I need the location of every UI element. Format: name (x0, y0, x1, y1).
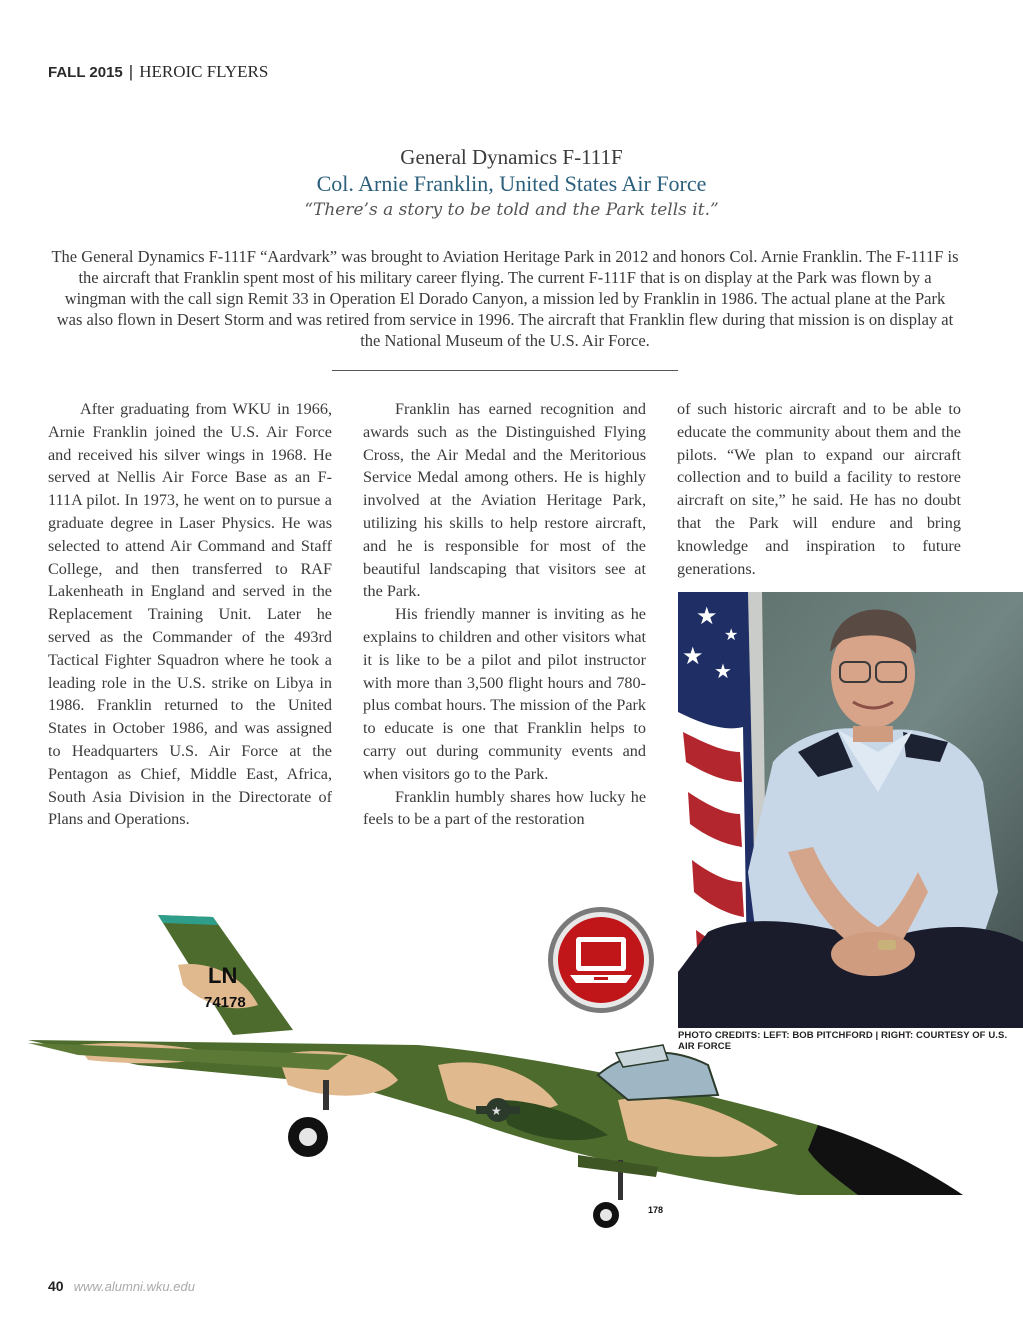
issue-label: FALL 2015 (48, 64, 123, 81)
paragraph: Franklin humbly shares how lucky he feels to be a part of the restoration (363, 787, 646, 829)
video-badge-button[interactable] (546, 905, 656, 1015)
f111-jet-illustration (18, 905, 978, 1235)
article-title-block (0, 144, 1023, 222)
paragraph: Franklin has earned recognition and awards such as the Distinguished Flying Cross, the Air Medal and the Meritorious Service Medal among others. He is highly involved at the Aviation Heritage Park, utilizing his skills to help restore aircraft, and he is responsible for most of the beautiful landscaping that visitors see at the Park. (363, 400, 646, 601)
article-column-2 (363, 398, 646, 831)
running-header (48, 62, 268, 82)
svg-text:★: ★ (714, 659, 732, 683)
page-number: 40 (48, 1278, 64, 1294)
section-label: HEROIC FLYERS (139, 62, 269, 81)
footer-url[interactable]: www.alumni.wku.edu (73, 1279, 195, 1294)
pull-quote: “There’s a story to be told and the Park tells it.” (304, 200, 719, 220)
paragraph: After graduating from WKU in 1966, Arnie Franklin joined the U.S. Air Force and received his silver wings in 1968. He served at Nellis Air Force Base as an F-111A pilot. In 1973, he went on to pursue a graduate degree in Laser Physics. He was selected to attend Air Command and Staff College, and then transferred to RAF Lakenheath in England and served in the Replacement Training Unit. Later he served as the Commander of the 493rd Tactical Fighter Squadron where he took a leading role in the U.S. strike on Libya in 1986. Franklin returned to the United States in October 1986, and was assigned to Headquarters U.S. Air Force at the Pentagon as Chief, Middle East, Africa, South Asia Division in the Directorate of Plans and Operations. (48, 400, 332, 829)
divider-rule (332, 370, 678, 371)
svg-text:★: ★ (491, 1104, 502, 1118)
article-column-3 (677, 398, 961, 580)
paragraph: of such historic aircraft and to be able to educate the community about them and the pilots. “We plan to expand our aircraft collection and to build a facility to restore aircraft on site,” he said. He has no doubt that the Park will endure and bring knowledge and inspiration to future generations. (677, 400, 961, 578)
svg-text:★: ★ (724, 625, 739, 644)
intro-paragraph: The General Dynamics F-111F “Aardvark” was brought to Aviation Heritage Park in 2012 and honors Col. Arnie Franklin. The F-111F is the aircraft that Franklin spent most of his military career flying. The current F-111F that is on display at the Park was flown by a wingman with the call sign Remit 33 in Operation El Dorado Canyon, a mission led by Franklin in 1986. The actual plane at the Park was also flown in Desert Storm and was retired from service in 1996. The aircraft that Franklin flew during that mission is on display at the National Museum of the U.S. Air Force. (51, 247, 959, 350)
paragraph: His friendly manner is inviting as he explains to children and other visitors what it is like to be a pilot and pilot instructor with more than 3,500 flight hours and 780-plus combat hours. The mission of the Park to educate is one that Franklin helps to carry out during community events and when visitors go to the Park. (363, 605, 646, 783)
neck (853, 726, 893, 742)
article-column-1 (48, 398, 332, 831)
tail-serial: 74178 (204, 994, 246, 1011)
honoree-name: Col. Arnie Franklin, United States Air Force (316, 171, 707, 196)
page-footer (48, 1278, 195, 1296)
photo-credits: PHOTO CREDITS: LEFT: BOB PITCHFORD | RIGHT: COURTESY OF U.S. AIR FORCE (678, 1030, 1008, 1052)
nose-number: 178 (648, 1205, 664, 1215)
svg-text:★: ★ (682, 642, 704, 670)
tail-code: LN (208, 963, 238, 988)
svg-text:★: ★ (696, 602, 718, 630)
aircraft-name: General Dynamics F-111F (400, 145, 623, 169)
laptop-video-icon (570, 937, 632, 983)
header-separator: | (128, 62, 134, 81)
